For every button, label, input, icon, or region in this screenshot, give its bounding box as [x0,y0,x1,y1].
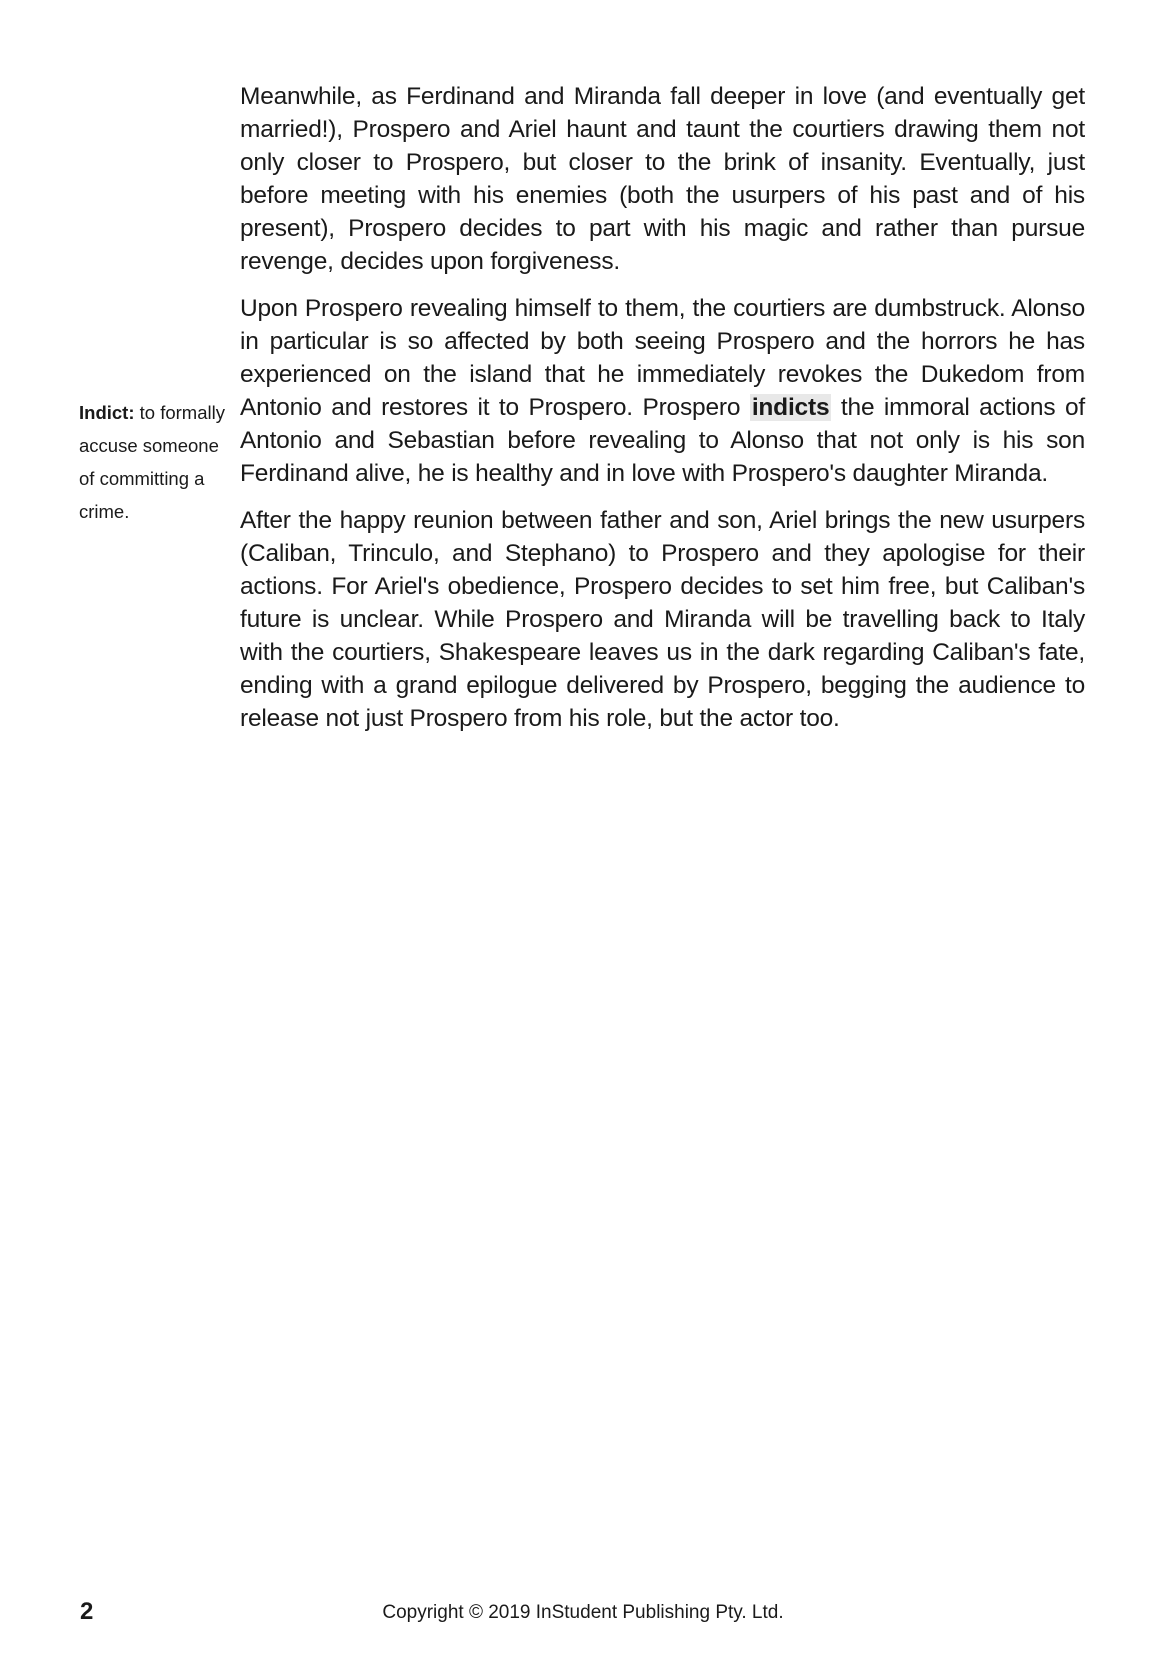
copyright-notice: Copyright © 2019 InStudent Publishing Pty. Ltd. [382,1602,784,1623]
glossary-definition: to formally accuse someone of committing a crime. [79,402,225,522]
paragraph-3: After the happy reunion between father and son, Ariel brings the new usurpers (Caliban, Trinculo, and Stephano) to Prospero and they apologise for their actions. For Ariel's obedience, Prospero decides to set him free, but Caliban's future is unclear. While Prospero and Miranda will be travelling back to Italy with the courtiers, Shakespeare leaves us in the dark regarding Caliban's fate, ending with a grand epilogue delivered by Prospero, begging the audience to release not just Prospero from his role, but the actor too. [240,507,1085,732]
paragraph-1: Meanwhile, as Ferdinand and Miranda fall deeper in love (and eventually get married!), Prospero and Ariel haunt and taunt the courtiers drawing them not only closer to Prospero, but closer to the brink of insanity. Eventually, just before meeting with his enemies (both the usurpers of his past and of his present), Prospero decides to part with his magic and rather than pursue revenge, decides upon forgiveness. [240,83,1085,275]
paragraph-2 [240,292,1085,490]
body-text [240,80,1085,749]
paragraph-2-start: Upon Prospero revealing himself to them, the courtiers are dumbstruck. Alonso in particular is so affected by both seeing Prospero and the horrors he has experienced on the island that he immediately revokes the Dukedom from Antonio and restores it to Prospero. Prospero [240,295,1085,421]
highlighted-term: indicts [751,394,830,421]
page-number: 2 [80,1598,94,1625]
glossary-note [79,396,229,528]
glossary-term: Indict: [79,402,135,423]
paragraph-2-end: the immoral actions of Antonio and Sebastian before revealing to Alonso that not only is his son Ferdinand alive, he is healthy and in love with Prospero's daughter Miranda. [240,394,1085,487]
